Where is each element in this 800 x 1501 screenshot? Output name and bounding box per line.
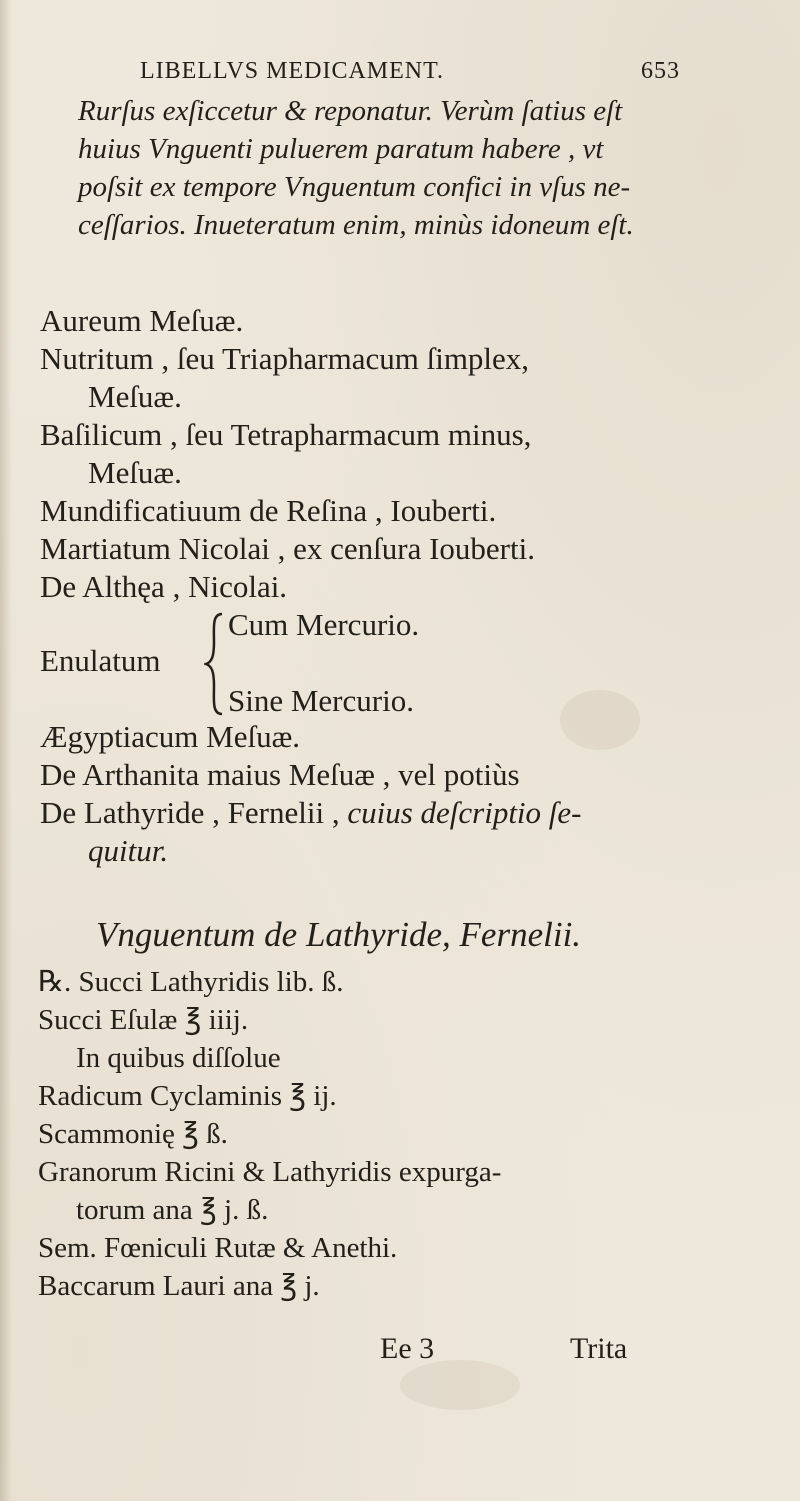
recipe-line: ℞. Succi Lathyridis lib. ß. [38,966,344,998]
recipe-line: Sem. Fœniculi Rutæ & Anethi. [38,1232,398,1264]
intro-line: huius Vnguenti puluerem paratum habere , vt [78,133,604,165]
recipe-line: In quibus diſſolue [76,1042,281,1074]
list-item [40,794,760,832]
recipe-line: Radicum Cyclaminis ℥ ij. [38,1080,337,1112]
page-number: 653 [641,58,680,84]
list-item: De Arthanita maius Meſuæ , vel potiùs [40,757,520,792]
recipe-line: Granorum Ricini & Lathyridis expurga- [38,1156,502,1188]
list-item-continuation: Meſuæ. [88,379,182,414]
list-item: Aureum Meſuæ. [40,303,244,338]
running-header [140,58,680,85]
enulatum-group [40,606,760,718]
intro-paragraph [78,92,758,244]
recipe-line: Baccarum Lauri ana ℥ j. [38,1270,320,1302]
recipe-title: Vnguentum de Lathyride, Fernelii. [96,915,582,954]
intro-line: Rurſus exſiccetur & reponatur. Verùm ſatius eſt [78,95,623,127]
list-item: Martiatum Nicolai , ex cenſura Iouberti. [40,531,535,566]
list-item: Baſilicum , ſeu Tetrapharmacum minus, [40,417,532,452]
lathyride-prefix: De Lathyride , Fernelii , [40,795,340,830]
recipe-body [38,963,758,1305]
paper-stain [400,1360,520,1410]
list-item: De Althęa , Nicolai. [40,569,288,604]
list-item: Ægyptiacum Meſuæ. [40,719,301,754]
enulatum-option-top: Cum Mercurio. [228,607,420,642]
enulatum-label: Enulatum [40,643,161,678]
list-item: Mundificatiuum de Reſina , Iouberti. [40,493,497,528]
list-item-continuation: Meſuæ. [88,455,182,490]
enulatum-option-bottom: Sine Mercurio. [228,683,414,718]
page-gutter-shadow [0,0,12,1501]
recipe-line: Scammonię ℥ ß. [38,1118,228,1150]
signature-mark: Ee 3 [380,1332,435,1365]
intro-line: ceſſarios. Inueteratum enim, minùs idoneum eſt. [78,209,634,241]
catchword: Trita [570,1332,628,1365]
lathyride-italic: cuius deſcriptio ſe- [339,795,582,830]
running-title: LIBELLVS MEDICAMENT. [140,58,444,84]
recipe-line: torum ana ℥ j. ß. [76,1194,269,1226]
recipe-line: Succi Eſulæ ℥ iiij. [38,1004,249,1036]
unguent-list [40,302,760,870]
list-item: Nutritum , ſeu Triapharmacum ſimplex, [40,341,530,376]
intro-line: poſsit ex tempore Vnguentum confici in vſus ne- [78,171,631,203]
list-item-continuation: quitur. [88,833,169,868]
curly-brace-icon [204,612,226,716]
